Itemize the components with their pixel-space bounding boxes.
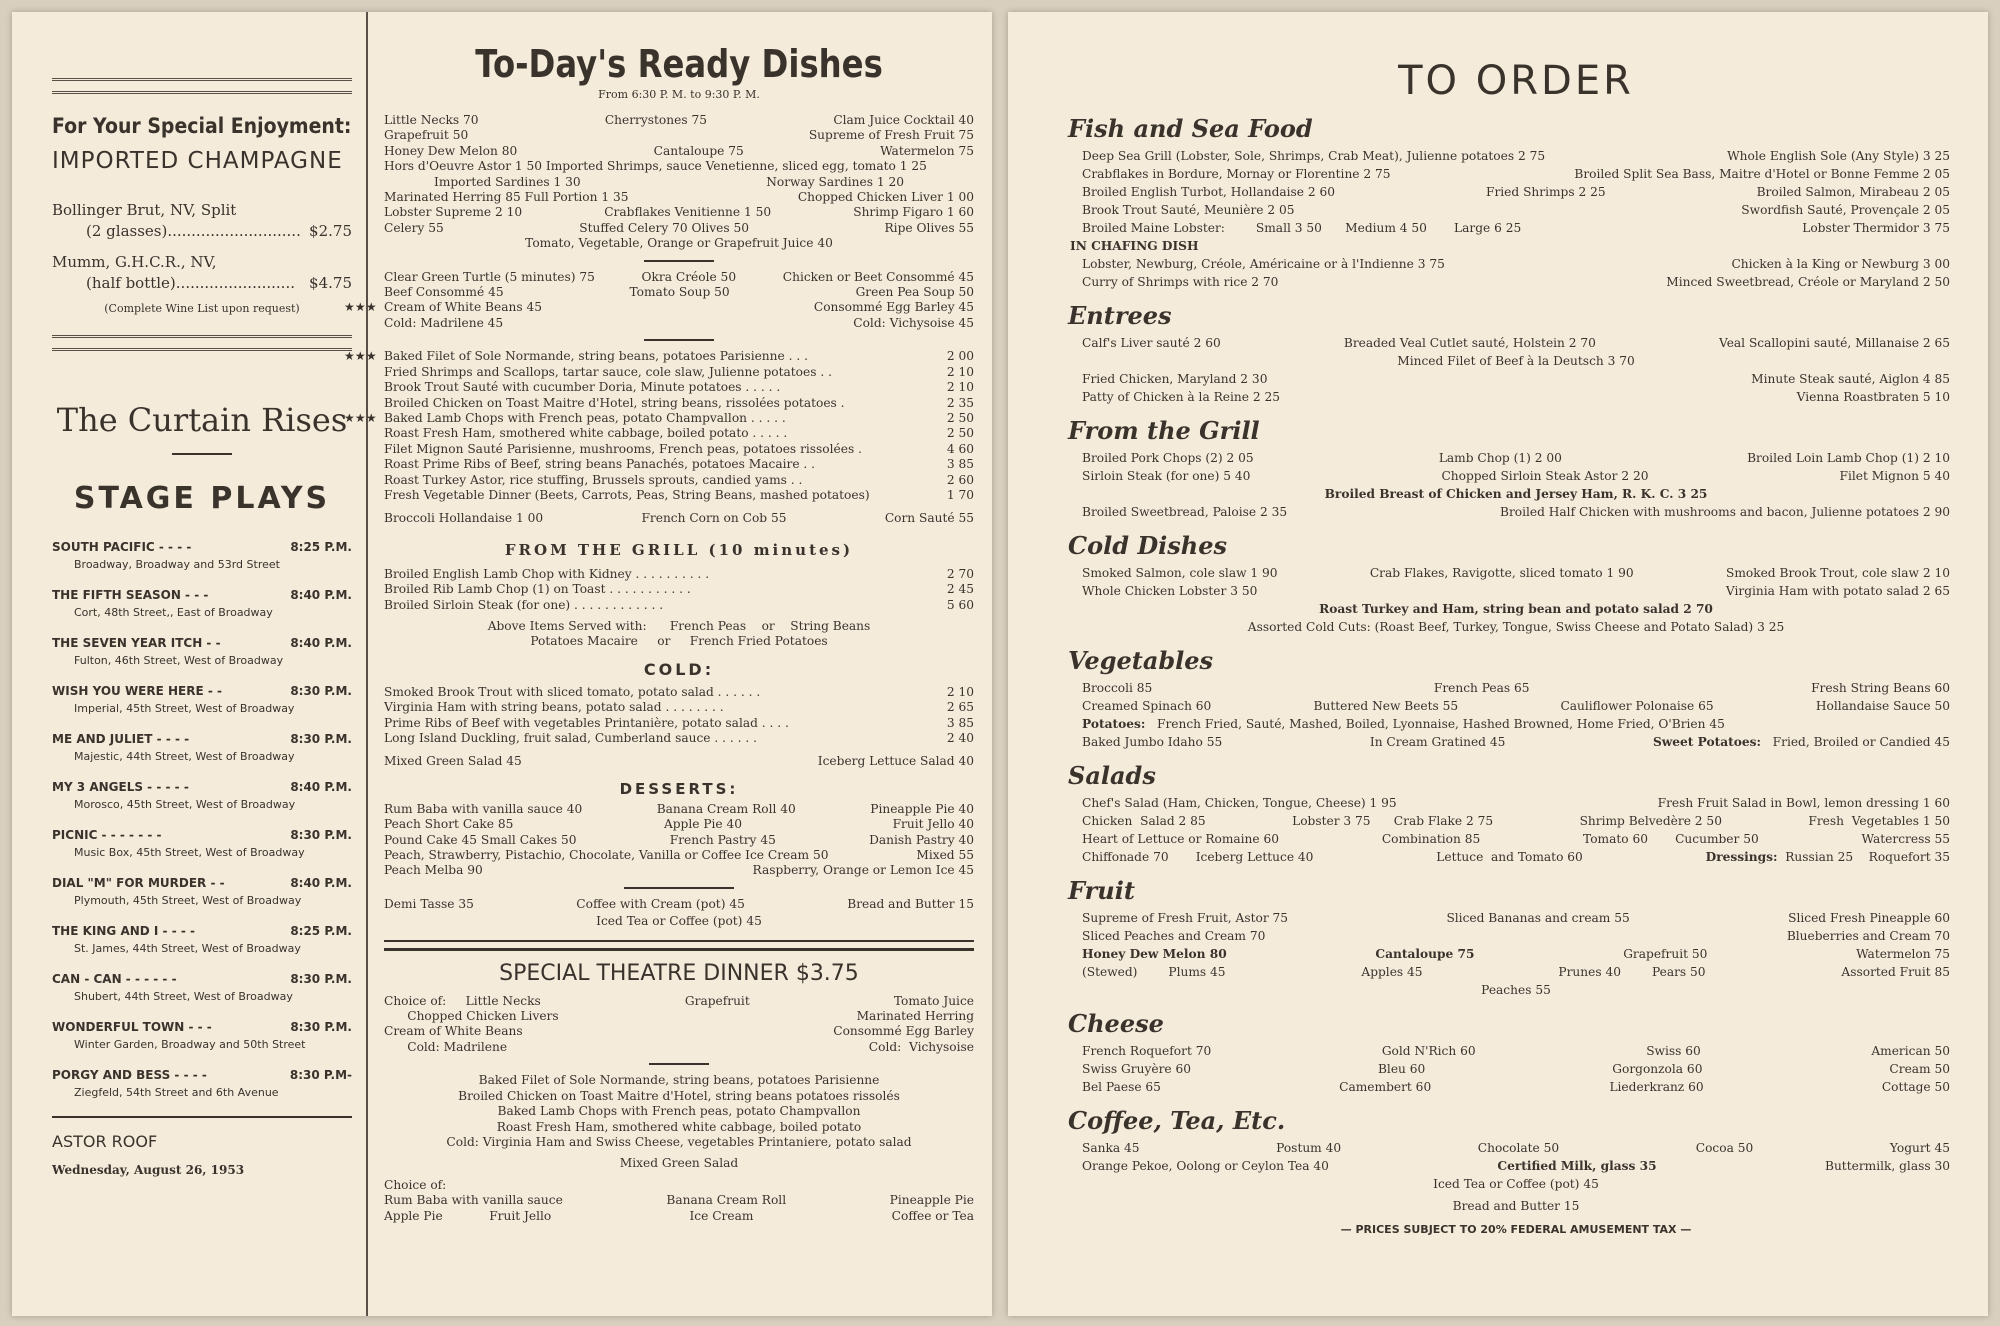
dish-row: Long Island Duckling, fruit salad, Cumberland sauce . . . . . . 2 40 [384, 731, 974, 745]
special-title: For Your Special Enjoyment: [52, 114, 352, 138]
play-venue: Morosco, 45th Street, West of Broadway [74, 798, 296, 811]
play-title: THE SEVEN YEAR ITCH - - [52, 636, 221, 650]
menu-row: Minced Filet of Beef à la Deutsch 3 70 [1397, 354, 1635, 368]
menu-row: Baked Lamb Chops with French peas, potato Champvallon [497, 1104, 861, 1119]
ready-hours: From 6:30 P. M. to 9:30 P. M. [598, 88, 760, 101]
play-item [52, 732, 352, 763]
play-title: PICNIC - - - - - - - [52, 828, 162, 842]
fish-title: Fish and Sea Food [1068, 114, 1313, 143]
menu-row: Broiled English Turbot, Hollandaise 2 60 Fried Shrimps 2 25 Broiled Salmon, Mirabeau 2 05 [1082, 185, 1950, 199]
to-order-title: TO ORDER [1398, 58, 1634, 104]
menu-row: Cold: Madrilene 45 Cold: Vichysoise 45 [384, 315, 974, 330]
wine-detail: (half bottle)......................... [86, 274, 295, 292]
menu-row: Roast Fresh Ham, smothered white cabbage, boiled potato [496, 1119, 862, 1134]
plays-list [52, 540, 352, 1099]
appetizers [384, 113, 974, 252]
play-time: 8:30 P.M. [290, 684, 352, 698]
stage-plays-title: STAGE PLAYS [73, 481, 331, 516]
play-item [52, 636, 352, 667]
cheese-title: Cheese [1068, 1009, 1164, 1038]
menu-row: Chicken Salad 2 85 Lobster 3 75 Crab Flake 2 75 Shrimp Belvedère 2 50 Fresh Vegetables 1 50 [1082, 814, 1950, 828]
play-item [52, 780, 352, 811]
theatre-title: SPECIAL THEATRE DINNER $3.75 [499, 960, 859, 986]
play-title: WISH YOU WERE HERE - - [52, 684, 222, 698]
play-title: WONDERFUL TOWN - - - [52, 1020, 212, 1034]
menu-row: Smoked Salmon, cole slaw 1 90 Crab Flakes, Ravigotte, sliced tomato 1 90 Smoked Brook Trout, cole slaw 2 10 [1082, 566, 1950, 580]
play-venue: Majestic, 44th Street, West of Broadway [74, 750, 295, 763]
play-item [52, 924, 352, 955]
play-time: 8:30 P.M- [289, 1068, 352, 1082]
menu-row: Honey Dew Melon 80 Cantaloupe 75 Watermelon 75 [384, 143, 974, 158]
play-time: 8:40 P.M. [290, 588, 352, 602]
menu-row: Baked Jumbo Idaho 55 In Cream Gratined 45 Sweet Potatoes: Fried, Broiled or Candied 45 [1082, 735, 1950, 749]
play-time: 8:30 P.M. [290, 1020, 352, 1034]
wine-note: (Complete Wine List upon request) [104, 302, 300, 315]
menu-row: Baked Filet of Sole Normande, string beans, potatoes Parisienne [478, 1073, 880, 1088]
divider [644, 260, 714, 262]
menu-row: Bread and Butter 15 [1452, 1199, 1580, 1213]
play-time: 8:30 P.M. [290, 828, 352, 842]
grill-title: FROM THE GRILL (10 minutes) [504, 540, 854, 559]
play-title: SOUTH PACIFIC - - - - [52, 540, 192, 554]
menu-row: Mixed Green Salad [619, 1156, 739, 1171]
menu-row: Broccoli 85 French Peas 65 Fresh String Beans 60 [1082, 681, 1950, 695]
left-page [12, 12, 992, 1316]
menu-row: Cream of White Beans Consommé Egg Barley [384, 1024, 974, 1039]
vegetables-title: Vegetables [1068, 646, 1214, 675]
menu-row: Choice of: [384, 1177, 447, 1192]
menu-row: Peach, Strawberry, Pistachio, Chocolate, Vanilla or Coffee Ice Cream 50 Mixed 55 [384, 848, 974, 863]
dish-row: ★★★ Baked Filet of Sole Normande, string beans, potatoes Parisienne . . . 2 00 [344, 349, 974, 364]
play-item [52, 540, 352, 571]
ready-dishes-column [344, 42, 974, 1224]
play-item [52, 1020, 352, 1051]
play-time: 8:40 P.M. [290, 780, 352, 794]
menu-row: Sanka 45 Postum 40 Chocolate 50 Cocoa 50 Yogurt 45 [1082, 1141, 1950, 1155]
dish-row: Roast Fresh Ham, smothered white cabbage, boiled potato . . . . . 2 50 [384, 426, 974, 441]
menu-row: Fried Chicken, Maryland 2 30 Minute Steak sauté, Aiglon 4 85 [1082, 372, 1950, 386]
menu-row: Orange Pekoe, Oolong or Ceylon Tea 40 Certified Milk, glass 35 Buttermilk, glass 30 [1082, 1159, 1950, 1173]
dish-row: Filet Mignon Sauté Parisienne, mushrooms, French peas, potatoes rissolées . 4 60 [384, 441, 974, 456]
play-venue: Cort, 48th Street,, East of Broadway [74, 606, 273, 619]
menu-row: Creamed Spinach 60 Buttered New Beets 55 Cauliflower Polonaise 65 Hollandaise Sauce 50 [1082, 699, 1950, 713]
chafing-title: IN CHAFING DISH [1070, 239, 1199, 253]
play-item [52, 1068, 352, 1099]
menu-row: Calf's Liver sauté 2 60 Breaded Veal Cutlet sauté, Holstein 2 70 Veal Scallopini sauté, Millanaise 2 65 [1082, 336, 1950, 350]
star-marker: ★★★ [344, 349, 377, 364]
entrees [344, 349, 974, 526]
dish-row: Fresh Vegetable Dinner (Beets, Carrots, Peas, String Beans, mashed potatoes) 1 70 [384, 487, 974, 502]
menu-row: Whole Chicken Lobster 3 50 Virginia Ham with potato salad 2 65 [1082, 584, 1950, 598]
column-divider [366, 12, 368, 1316]
ornament-rule [52, 78, 352, 94]
menu-row: Rum Baba with vanilla sauce 40 Banana Cream Roll 40 Pineapple Pie 40 [384, 801, 974, 816]
dish-row: Roast Turkey Astor, rice stuffing, Brussels sprouts, candied yams . . 2 60 [384, 472, 974, 487]
divider [649, 1063, 709, 1065]
menu-row: (Stewed) Plums 45 Apples 45 Prunes 40 Pears 50 Assorted Fruit 85 [1082, 965, 1950, 979]
play-title: ME AND JULIET - - - - [52, 732, 190, 746]
ornament-rule [384, 940, 974, 951]
divider [644, 339, 714, 341]
menu-row: Imported Sardines 1 30 Norway Sardines 1 20 [434, 174, 904, 189]
menu-row: Broiled Breast of Chicken and Jersey Ham, R. K. C. 3 25 [1324, 487, 1708, 501]
divider [172, 453, 232, 455]
play-item [52, 588, 352, 619]
dish-row: Prime Ribs of Beef with vegetables Printanière, potato salad . . . . 3 85 [384, 715, 974, 730]
menu-row: Marinated Herring 85 Full Portion 1 35 Chopped Chicken Liver 1 00 [384, 190, 974, 205]
play-item [52, 972, 352, 1003]
menu-row: Sirloin Steak (for one) 5 40 Chopped Sirloin Steak Astor 2 20 Filet Mignon 5 40 [1082, 469, 1950, 483]
menu-row: Deep Sea Grill (Lobster, Sole, Shrimps, Crab Meat), Julienne potatoes 2 75 Whole English Sole (Any Style) 3 25 [1082, 149, 1950, 163]
play-time: 8:40 P.M. [290, 876, 352, 890]
dish-row: Roast Prime Ribs of Beef, string beans Panachés, potatoes Macaire . . 3 85 [384, 457, 974, 472]
play-time: 8:40 P.M. [290, 636, 352, 650]
ready-title: To-Day's Ready Dishes [475, 42, 883, 86]
wine-detail: (2 glasses)............................ [86, 222, 301, 240]
menu-row: Iced Tea or Coffee (pot) 45 [596, 914, 762, 929]
menu-date: Wednesday, August 26, 1953 [52, 1163, 245, 1177]
menu-row: Beef Consommé 45 Tomato Soup 50 Green Pea Soup 50 [384, 285, 974, 300]
wine-price: $2.75 [309, 222, 352, 240]
menu-row: Lobster Supreme 2 10 Crabflakes Venitienne 1 50 Shrimp Figaro 1 60 [384, 205, 974, 220]
dish-row: ★★★ Baked Lamb Chops with French peas, potato Champvallon . . . . . 2 50 [344, 410, 974, 425]
menu-row: Grapefruit 50 Supreme of Fresh Fruit 75 [384, 128, 974, 143]
menu-row: Peaches 55 [1481, 983, 1551, 997]
play-title: THE FIFTH SEASON - - - [52, 588, 209, 602]
menu-row: Broiled Pork Chops (2) 2 05 Lamb Chop (1) 2 00 Broiled Loin Lamb Chop (1) 2 10 [1082, 451, 1950, 465]
menu-row: Rum Baba with vanilla sauce Banana Cream Roll Pineapple Pie [384, 1193, 974, 1208]
dish-row: Broiled Sirloin Steak (for one) . . . . . . . . . . . . 5 60 [384, 597, 974, 612]
menu-row: Choice of: Little Necks Grapefruit Tomato Juice [384, 993, 974, 1008]
ornament-rule [52, 335, 352, 351]
entrees-title: Entrees [1068, 301, 1172, 330]
menu-row: Honey Dew Melon 80 Cantaloupe 75 Grapefruit 50 Watermelon 75 [1082, 947, 1950, 961]
menu-row: Little Necks 70 Cherrystones 75 Clam Juice Cocktail 40 [384, 113, 974, 127]
menu-row: Broiled Sweetbread, Paloise 2 35 Broiled Half Chicken with mushrooms and bacon, Julienne potatoes 2 90 [1082, 505, 1950, 519]
play-item [52, 684, 352, 715]
curtain-title: The Curtain Rises [56, 401, 348, 439]
wine-list [52, 200, 352, 294]
play-venue: Plymouth, 45th Street, West of Broadway [74, 894, 302, 907]
star-marker: ★★★ [344, 410, 377, 425]
dish-row: Fried Shrimps and Scallops, tartar sauce, cole slaw, Julienne potatoes . . 2 10 [384, 364, 974, 379]
play-time: 8:30 P.M. [290, 732, 352, 746]
menu-row: Roast Turkey and Ham, string bean and potato salad 2 70 [1319, 602, 1713, 616]
menu-row: Broiled Maine Lobster: Small 3 50 Medium 4 50 Large 6 25 Lobster Thermidor 3 75 [1082, 221, 1950, 235]
wine-name: Mumm, G.H.C.R., NV, [52, 253, 217, 271]
salads-title: Salads [1068, 761, 1156, 790]
menu-row: Peach Short Cake 85 Apple Pie 40 Fruit Jello 40 [384, 817, 974, 832]
play-venue: Imperial, 45th Street, West of Broadway [74, 702, 295, 715]
play-time: 8:25 P.M. [290, 924, 352, 938]
play-time: 8:25 P.M. [290, 540, 352, 554]
menu-row: Patty of Chicken à la Reine 2 25 Vienna Roastbraten 5 10 [1082, 390, 1950, 404]
menu-row: Cold: Madrilene Cold: Vichysoise [384, 1039, 974, 1054]
fruit-title: Fruit [1068, 876, 1135, 905]
divider [624, 887, 734, 889]
soups [344, 269, 974, 332]
menu-row: Demi Tasse 35 Coffee with Cream (pot) 45 Bread and Butter 15 [384, 896, 974, 911]
dish-row: Broiled Chicken on Toast Maitre d'Hotel, string beans, rissolées potatoes . 2 35 [384, 395, 974, 410]
play-venue: Broadway, Broadway and 53rd Street [74, 558, 280, 571]
grill-note: Above Items Served with: French Peas or String Beans [487, 618, 871, 633]
play-title: PORGY AND BESS - - - - [52, 1068, 207, 1082]
play-time: 8:30 P.M. [290, 972, 352, 986]
sidebar-column [52, 72, 352, 1177]
play-title: MY 3 ANGELS - - - - - [52, 780, 189, 794]
cold-title: Cold Dishes [1068, 531, 1228, 560]
menu-row: Lobster, Newburg, Créole, Américaine or à l'Indienne 3 75 Chicken à la King or Newburg 3 00 [1082, 257, 1950, 271]
play-title: THE KING AND I - - - - [52, 924, 196, 938]
menu-row: Celery 55 Stuffed Celery 70 Olives 50 Ripe Olives 55 [384, 220, 974, 235]
menu-row: Mixed Green Salad 45 Iceberg Lettuce Salad 40 [384, 754, 974, 769]
star-marker: ★★★ [344, 300, 377, 315]
menu-row: Sliced Peaches and Cream 70 Blueberries and Cream 70 [1082, 929, 1950, 943]
menu-row: Assorted Cold Cuts: (Roast Beef, Turkey, Tongue, Swiss Cheese and Potato Salad) 3 25 [1247, 620, 1785, 634]
menu-row: Brook Trout Sauté, Meunière 2 05 Swordfish Sauté, Provençale 2 05 [1082, 203, 1950, 217]
menu-row: Tomato, Vegetable, Orange or Grapefruit Juice 40 [525, 236, 833, 251]
dish-row: Brook Trout Sauté with cucumber Doria, Minute potatoes . . . . . 2 10 [384, 380, 974, 395]
play-venue: St. James, 44th Street, West of Broadway [74, 942, 301, 955]
dish-row: Broiled English Lamb Chop with Kidney . . . . . . . . . . 2 70 [384, 566, 974, 581]
to-order-column [1068, 22, 1950, 1236]
menu-row: ★★★ Cream of White Beans 45 Consommé Egg Barley 45 [344, 300, 974, 315]
menu-row: Chiffonade 70 Iceberg Lettuce 40 Lettuce and Tomato 60 Dressings: Russian 25 Roquefort 35 [1082, 850, 1950, 864]
play-item [52, 876, 352, 907]
menu-row: Chef's Salad (Ham, Chicken, Tongue, Cheese) 1 95 Fresh Fruit Salad in Bowl, lemon dressing 1 60 [1082, 796, 1950, 810]
menu-row: Apple Pie Fruit Jello Ice Cream Coffee or Tea [384, 1208, 974, 1223]
champagne-title: IMPORTED CHAMPAGNE [52, 148, 343, 174]
menu-row: Broiled Chicken on Toast Maitre d'Hotel, string beans potatoes rissolés [458, 1088, 900, 1103]
menu-row: Clear Green Turtle (5 minutes) 75 Okra Créole 50 Chicken or Beet Consommé 45 [384, 269, 974, 284]
play-venue: Music Box, 45th Street, West of Broadway [74, 846, 305, 859]
play-venue: Winter Garden, Broadway and 50th Street [74, 1038, 306, 1051]
menu-row: Crabflakes in Bordure, Mornay or Florentine 2 75 Broiled Split Sea Bass, Maitre d'Hotel or Bonne Femme 2 05 [1082, 167, 1950, 181]
play-venue: Ziegfeld, 54th Street and 6th Avenue [74, 1086, 279, 1099]
menu-row: Peach Melba 90 Raspberry, Orange or Lemon Ice 45 [384, 863, 974, 878]
right-page [1008, 12, 1988, 1316]
menu-row: Potatoes: French Fried, Sauté, Mashed, Boiled, Lyonnaise, Hashed Browned, Home Fried, O'Brien 45 [1082, 717, 1725, 731]
desserts-title: DESSERTS: [619, 779, 739, 798]
dish-row: Broiled Rib Lamb Chop (1) on Toast . . . . . . . . . . . 2 45 [384, 582, 974, 597]
dish-row: Smoked Brook Trout with sliced tomato, potato salad . . . . . . 2 10 [384, 684, 974, 699]
menu-row: French Roquefort 70 Gold N'Rich 60 Swiss 60 American 50 [1082, 1044, 1950, 1058]
play-venue: Fulton, 46th Street, West of Broadway [74, 654, 284, 667]
menu-row: Iced Tea or Coffee (pot) 45 [1433, 1177, 1599, 1191]
cold-title: COLD: [643, 659, 715, 679]
menu-row: Broccoli Hollandaise 1 00 French Corn on Cob 55 Corn Sauté 55 [384, 511, 974, 526]
menu-row: Supreme of Fresh Fruit, Astor 75 Sliced Bananas and cream 55 Sliced Fresh Pineapple 60 [1082, 911, 1950, 925]
play-title: DIAL "M" FOR MURDER - - [52, 876, 225, 890]
menu-row: Bel Paese 65 Camembert 60 Liederkranz 60 Cottage 50 [1082, 1080, 1950, 1094]
menu-row: Cold: Virginia Ham and Swiss Cheese, vegetables Printaniere, potato salad [446, 1134, 912, 1149]
menu-row: Hors d'Oeuvre Astor 1 50 Imported Shrimps, sauce Venetienne, sliced egg, tomato 1 25 [384, 159, 927, 174]
coffee-title: Coffee, Tea, Etc. [1068, 1106, 1286, 1135]
menu-row: Pound Cake 45 Small Cakes 50 French Pastry 45 Danish Pastry 40 [384, 832, 974, 847]
grill-note: Potatoes Macaire or French Fried Potatoes [530, 634, 828, 649]
menu-row: Swiss Gruyère 60 Bleu 60 Gorgonzola 60 Cream 50 [1082, 1062, 1950, 1076]
menu-row: Chopped Chicken Livers Marinated Herring [384, 1009, 974, 1024]
menu-row: Curry of Shrimps with rice 2 70 Minced Sweetbread, Créole or Maryland 2 50 [1082, 275, 1950, 289]
play-item [52, 828, 352, 859]
wine-name: Bollinger Brut, NV, Split [52, 201, 237, 219]
dish-row: Virginia Ham with string beans, potato salad . . . . . . . . 2 65 [384, 700, 974, 715]
play-venue: Shubert, 44th Street, West of Broadway [74, 990, 293, 1003]
wine-price: $4.75 [309, 274, 352, 292]
grill-title: From the Grill [1068, 416, 1260, 445]
tax-note: — PRICES SUBJECT TO 20% FEDERAL AMUSEMENT TAX — [1340, 1223, 1692, 1236]
menu-row: Heart of Lettuce or Romaine 60 Combination 85 Tomato 60 Cucumber 50 Watercress 55 [1082, 832, 1950, 846]
play-title: CAN - CAN - - - - - - [52, 972, 177, 986]
astor-roof: ASTOR ROOF [52, 1116, 352, 1151]
